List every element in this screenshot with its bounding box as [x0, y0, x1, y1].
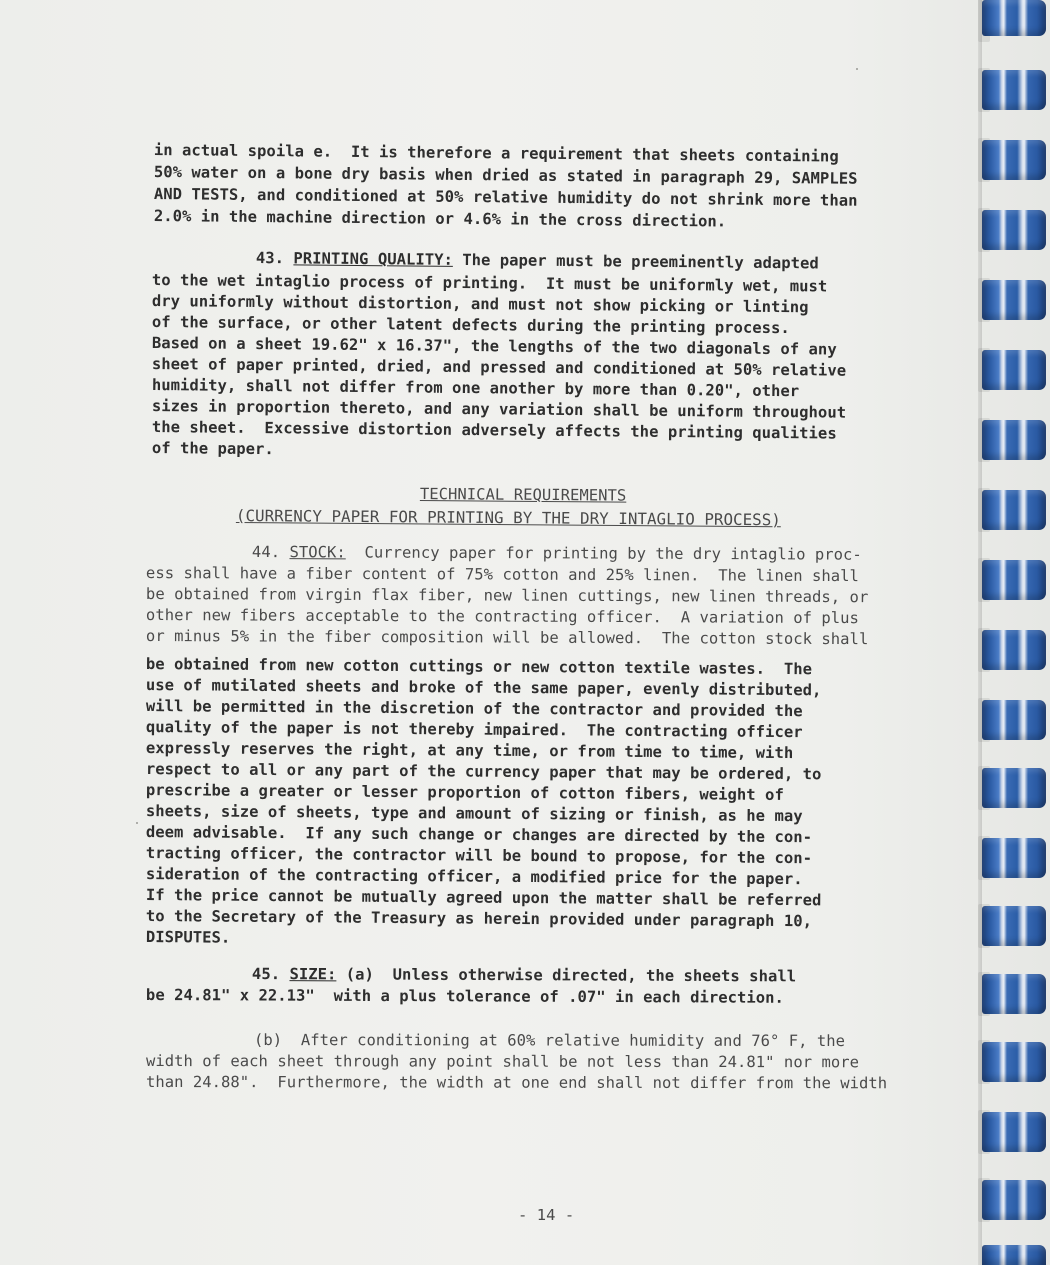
paragraph-heading: PRINTING QUALITY: [293, 249, 454, 269]
text-line: width of each sheet through any point shall be not less than 24.81" nor more [145, 1052, 860, 1072]
text-line: expressly reserves the right, at any time, or from time to time, with [145, 738, 794, 763]
text-line: sheet of paper printed, dried, and pressed and conditioned at 50% relative [151, 354, 847, 380]
text-span: (a) Unless otherwise directed, the sheets shall [336, 965, 797, 986]
text-line: 50% water on a bone dry basis when dried as stated in paragraph 29, SAMPLES [153, 162, 858, 188]
binding-coil [982, 0, 1046, 36]
text-line: in actual spoila e. It is therefore a requirement that sheets containing [153, 140, 839, 166]
text-line: use of mutilated sheets and broke of the same paper, evenly distributed, [145, 675, 822, 700]
text-line: tracting officer, the contractor will be bound to propose, for the con- [145, 843, 813, 868]
binding-coil [982, 140, 1046, 180]
binding-coil [982, 350, 1046, 390]
text-line: be obtained from new cotton cuttings or new cotton textile wastes. The [145, 654, 813, 679]
text-line: to the wet intaglio process of printing. It must be uniformly wet, must [151, 270, 828, 296]
text-line: If the price cannot be mutually agreed upon the matter shall be referred [145, 885, 822, 910]
text-line: (b) After conditioning at 60% relative humidity and 76° F, the [253, 1031, 846, 1051]
binding-coil [982, 700, 1046, 740]
text-line: sizes in proportion thereto, and any variation shall be uniform throughout [151, 396, 847, 422]
text-line [252, 964, 796, 987]
text-line: Based on a sheet 19.62" x 16.37", the lengths of the two diagonals of any [151, 333, 837, 359]
text-line: 2.0% in the machine direction or 4.6% in the cross direction. [153, 206, 727, 231]
text-line [252, 542, 862, 565]
text-line: be 24.81" x 22.13" with a plus tolerance of .07" in each direction. [145, 986, 784, 1007]
binding-coil [982, 1042, 1046, 1082]
paper-speck [136, 822, 138, 824]
text-line: respect to all or any part of the currency paper that may be ordered, to [145, 759, 822, 784]
binding-coil [982, 280, 1046, 320]
text-line: quality of the paper is not thereby impaired. The contracting officer [145, 717, 803, 742]
binding-coil [982, 768, 1046, 808]
spiral-binding [978, 0, 1050, 1265]
text-line: the sheet. Excessive distortion adversely affects the printing qualities [151, 417, 837, 443]
paper-speck [856, 68, 858, 70]
text-line: be obtained from virgin flax fiber, new linen cuttings, new linen threads, or [145, 585, 869, 607]
binding-coil [982, 974, 1046, 1014]
text-line: of the surface, or other latent defects during the printing process. [151, 312, 790, 338]
binding-coil [982, 420, 1046, 460]
binding-coil [982, 560, 1046, 600]
binding-coil [982, 70, 1046, 110]
text-line: prescribe a greater or lesser proportion of cotton fibers, weight of [145, 780, 784, 805]
text-line [256, 248, 819, 274]
paragraph-number: 44. [251, 543, 290, 562]
paragraph-number: 45. [251, 965, 290, 984]
paragraph-heading: STOCK: [289, 543, 346, 562]
text-line: deem advisable. If any such change or changes are directed by the con- [145, 822, 813, 847]
text-line: ess shall have a fiber content of 75% cotton and 25% linen. The linen shall [145, 564, 860, 586]
binding-coil [982, 906, 1046, 946]
paragraph-number: 43. [255, 248, 294, 268]
binding-coil [982, 1180, 1046, 1220]
text-line: DISPUTES. [145, 927, 231, 947]
binding-coil [982, 490, 1046, 530]
text-line: will be permitted in the discretion of the contractor and provided the [145, 696, 803, 721]
text-line: to the Secretary of the Treasury as herein provided under paragraph 10, [145, 906, 813, 931]
text-line: other new fibers acceptable to the contracting officer. A variation of plus [145, 606, 860, 628]
paragraph-heading: SIZE: [289, 965, 337, 984]
text-line: dry uniformly without distortion, and must not show picking or linting [151, 291, 809, 317]
text-line: than 24.88". Furthermore, the width at one end shall not differ from the width [145, 1073, 888, 1093]
text-span: The paper must be preeminently adapted [452, 250, 819, 273]
binding-coil [982, 838, 1046, 878]
text-span: Currency paper for printing by the dry intaglio proc- [345, 543, 862, 564]
section-subtitle: (CURRENCY PAPER FOR PRINTING BY THE DRY INTAGLIO PROCESS) [235, 506, 781, 530]
text-line: AND TESTS, and conditioned at 50% relative humidity do not shrink more than [153, 184, 858, 210]
section-title: TECHNICAL REQUIREMENTS [419, 484, 627, 505]
text-line: sideration of the contracting officer, a modified price for the paper. [145, 864, 803, 889]
text-line: humidity, shall not differ from one another by more than 0.20", other [151, 375, 800, 401]
binding-coil [982, 210, 1046, 250]
binding-coil [982, 1245, 1046, 1265]
text-line: of the paper. [151, 438, 274, 459]
text-line: or minus 5% in the fiber composition will be allowed. The cotton stock shall [145, 627, 869, 649]
binding-coil [982, 1112, 1046, 1152]
text-line: sheets, size of sheets, type and amount of sizing or finish, as he may [145, 801, 803, 826]
page-number: - 14 - [518, 1206, 575, 1224]
binding-coil [982, 630, 1046, 670]
